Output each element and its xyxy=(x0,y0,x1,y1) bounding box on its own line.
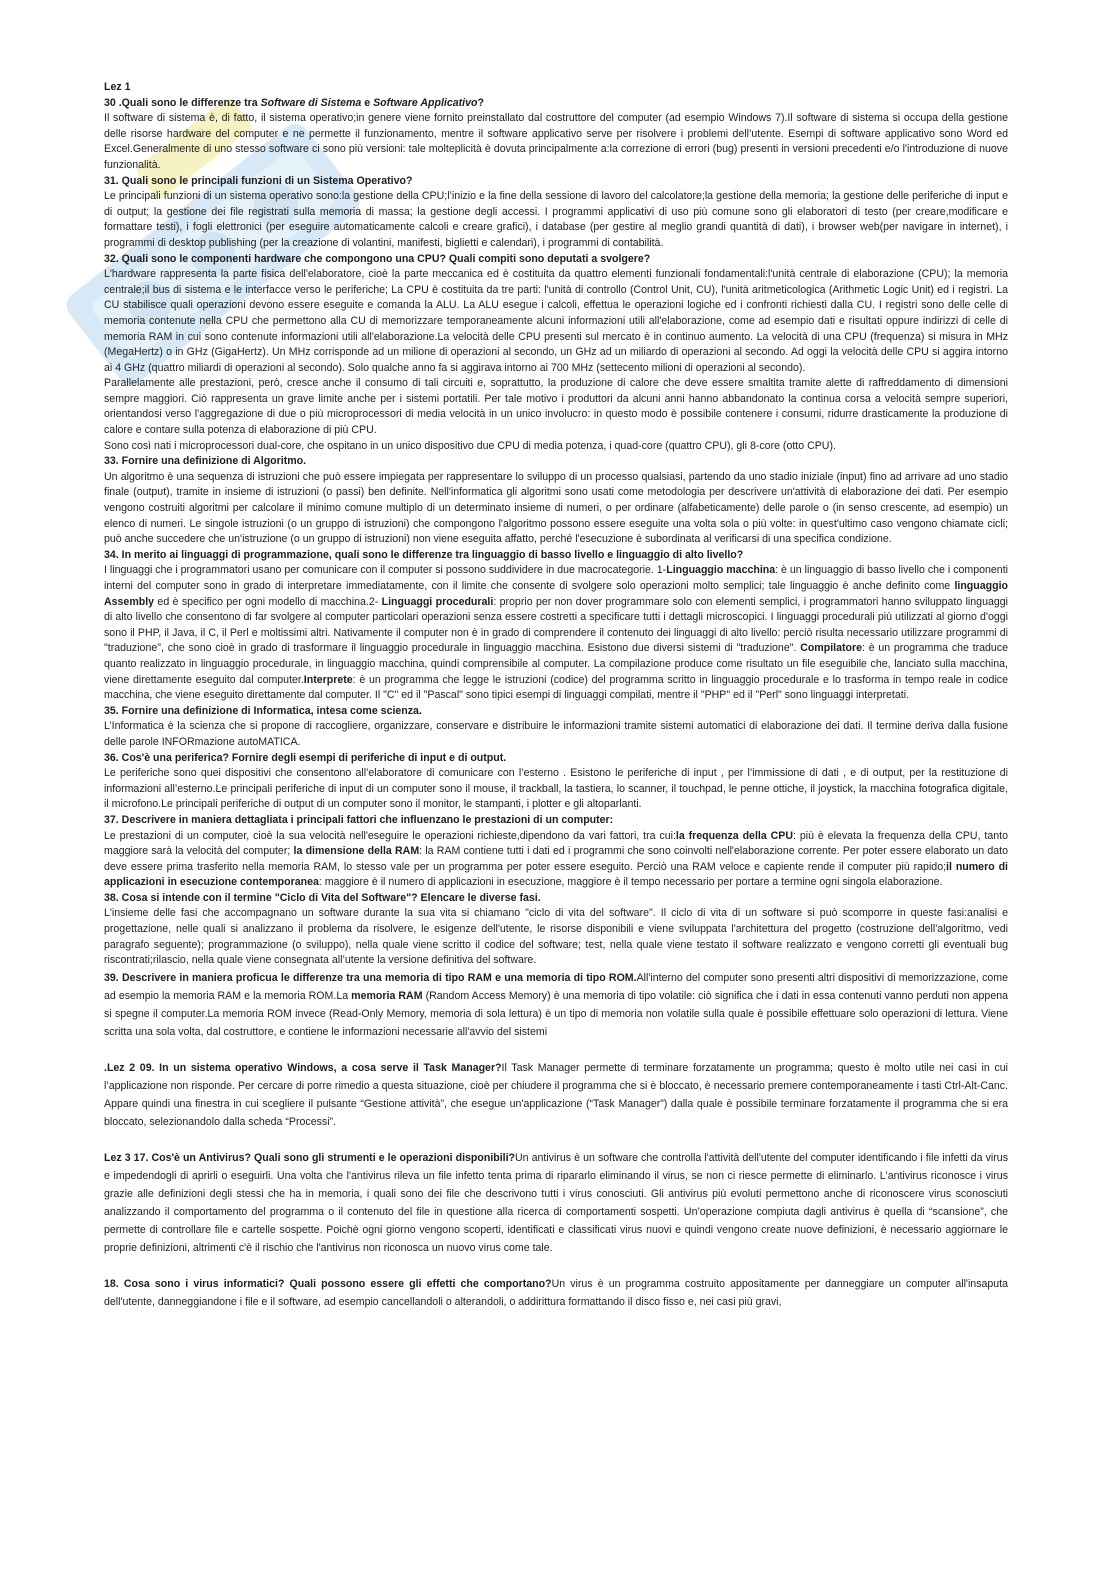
question-32-title: 32. Quali sono le componenti hardware che compongono una CPU? Quali compiti sono deputati a svolgere? xyxy=(104,252,651,265)
question-37-title: 37. Descrivere in maniera dettagliata i principali fattori che influenzano le prestazioni di un computer: xyxy=(104,813,614,826)
question-39-title: 39. Descrivere in maniera proficua le differenze tra una memoria di tipo RAM e una memoria di tipo ROM. xyxy=(104,971,637,984)
answer-35: L’Informatica è la scienza che si propone di raccogliere, organizzare, conservare e distribuire le informazioni tramite sistemi automatici di elaborazione dei dati. Il termine deriva dalla fusione delle parole INFORmazione autoMATICA. xyxy=(104,720,1008,748)
answer-32-part1: L'hardware rappresenta la parte fisica dell'elaboratore, cioè la parte meccanica ed è costituita da quattro elementi funzionali fondamentali:l'unità centrale di elaborazione (CPU); la memoria centrale;il bus di sistema e le interfacce verso le periferiche; La CPU è costituita da tre parti: l'unità di controllo (Control Unit, CU), l'unità aritmeticologica (Arithmetic Logic Unit) ed i registri. La CU stabilisce quali operazioni devono essere eseguite e comanda la ALU. La ALU esegue i calcoli, effettua le operazioni logiche ed i confronti richiesti dalla CU. I registri sono delle celle di memoria contenute nella CPU che permettono alla CU di memorizzare temporaneamente alcuni informazioni utili all'elaborazione, come ad esempio dati e risultati oppure indirizzi di celle di memoria RAM in cui sono contenute informazioni utili all'elaborazione.La velocità delle CPU presenti sul mercato è in continuo aumento. La velocità di una CPU (frequenza) si misura in MHz (MegaHertz) o in GHz (GigaHertz). Un MHz corrisponde ad un milione di operazioni al secondo, un GHz ad un miliardo di operazioni al secondo. Ad oggi la velocità delle CPU si aggira intorno ai 4 GHz (quattro miliardi di operazioni al secondo). Solo qualche anno fa si aggirava intorno ai 700 MHz (settecento milioni di operazioni al secondo). xyxy=(104,268,1008,374)
lesson-3-q17-title: Lez 3 17. Cos'è un Antivirus? Quali sono gli strumenti e le operazioni disponibili? xyxy=(104,1151,516,1164)
lesson-3-q17-answer: Un antivirus è un software che controlla l'attività dell'utente del computer identificando i file infetti da virus e impedendogli di aprirli o eseguirli. Una volta che l'antivirus rileva un file infetto tenta prima di ripararlo eliminando il virus, se non ci riesce permette di eliminarlo. L'antivirus riconosce i virus grazie alle definizioni degli stessi che ha in memoria, i quali sono dei file che descrivono tutti i virus conosciuti. Gli antivirus più evoluti permettono anche di riconoscere virus sconosciuti analizzando il comportamento del programma o il contenuto del file in questione alla ricerca di comportamenti sospetti. Un’operazione compiuta dagli antivirus è quella di “scansione”, che permette di controllare file e cartelle sospette. Poichè ogni giorno vengono scoperti, identificati e classificati virus nuovi e quindi vengono create nuove definizioni, è necessario aggiornare le proprie definizioni, altrimenti c'è il rischio che l'antivirus non riconosca un nuovo virus come tale. xyxy=(104,1151,1008,1254)
question-31-title: 31. Quali sono le principali funzioni di un Sistema Operativo? xyxy=(104,174,413,187)
answer-32-part3: Sono così nati i microprocessori dual-core, che ospitano in un unico dispositivo due CPU di media potenza, i quad-core (quattro CPU), gli 8-core (otto CPU). xyxy=(104,439,836,452)
lesson-3-q17-block xyxy=(104,1149,1008,1257)
question-35-title: 35. Fornire una definizione di Informatica, intesa come scienza. xyxy=(104,704,422,717)
answer-37: Le prestazioni di un computer, cioè la sua velocità nell'eseguire le operazioni richieste,dipendono da vari fattori, tra cui:la frequenza della CPU: più è elevata la frequenza della CPU, tanto maggiore sarà la velocità del computer; la dimensione della RAM: la RAM contiene tutti i dati ed i programmi che sono coinvolti nell'elaborazione corrente. Per poter essere elaborato un dato deve essere prima trasferito nella memoria RAM, lo stesso vale per un programma per poter essere eseguito. Perciò una RAM veloce e capiente rende il computer più rapido;il numero di applicazioni in esecuzione contemporanea: maggiore è il numero di applicazioni in esecuzione, maggiore è il tempo necessario per portare a termine ogni singola elaborazione. xyxy=(104,829,1008,889)
lesson-3-q18-answer: Un virus è un programma costruito appositamente per danneggiare un computer all'insaputa dell'utente, danneggiandone i file e il software, ad esempio cancellandoli o alterandoli, o addirittura formattando il disco fisso e, nei casi più gravi, xyxy=(104,1277,1009,1308)
answer-36: Le periferiche sono quei dispositivi che consentono all’elaboratore di comunicare con l’esterno . Esistono le periferiche di input , per l’immissione di dati , e di output, per la restituzione di informazioni all’esterno.Le principali periferiche di input di un computer sono il mouse, il trackball, la tastiera, lo scanner, il touchpad, le penne ottiche, il joystick, la macchina fotografica digitale, il microfono.Le principali periferiche di output di un computer sono il monitor, le stampanti, i plotter e gli altoparlanti. xyxy=(104,767,1008,811)
answer-33: Un algoritmo è una sequenza di istruzioni che può essere impiegata per rappresentare lo sviluppo di un processo qualsiasi, partendo da uno stadio iniziale (input) fino ad arrivare ad uno stadio finale (output), tramite in insieme di istruzioni (o passi) ben definite. Nell'informatica gli algoritmi sono usati come metodologia per descrivere un'attività di elaborazione dei dati. Per esempio vengono costruiti algoritmi per calcolare il minimo comune multiplo di un determinato insieme di numeri, o per ordinare (alfabeticamente) delle parole o (in senso crescente, ad esempio) un elenco di numeri. Le singole istruzioni (o un gruppo di istruzioni) che compongono l'algoritmo possono essere eseguite una volta sola o più volte: in quest'ultimo caso vengono chiamate cicli; può anche succedere che un'istruzione (o un gruppo di istruzioni) non viene eseguita affatto, perché l'esecuzione è subordinata al verificarsi di una specifica condizione. xyxy=(104,470,1008,546)
lesson-3-q18-block xyxy=(104,1275,1008,1311)
answer-39: 39. Descrivere in maniera proficua le differenze tra una memoria di tipo RAM e una memoria di tipo ROM.All'interno del computer sono presenti altri dispositivi di memorizzazione, come ad esempio la memoria RAM e la memoria ROM.La memoria RAM (Random Access Memory) è una memoria di tipo volatile: ciò significa che i dati in essa contenuti vanno perduti non appena si spegne il computer.La memoria ROM invece (Read-Only Memory, memoria di sola lettura) è un tipo di memoria non volatile sulla quale è possibile effettuare solo operazioni di lettura. Viene scritta una sola volta, dal costruttore, e contiene le informazioni necessarie all'avvio del sistemi xyxy=(104,971,1009,1038)
lesson-heading: Lez 1 xyxy=(104,81,131,93)
answer-34: I linguaggi che i programmatori usano per comunicare con il computer si possono suddividere in due macrocategorie. 1-Linguaggio macchina: è un linguaggio di basso livello che i componenti interni del computer sono in grado di interpretare immediatamente, con il limite che consente di svolgere solo operazioni molto semplici; tale linguaggio è anche definito come linguaggio Assembly ed è specifico per ogni modello di macchina.2- Linguaggi procedurali: proprio per non dover programmare solo con elementi semplici, i programmatori hanno sviluppato linguaggi di alto livello che consentono di far svolgere al computer particolari operazioni senza essere costretti a specificare tutti i dettagli microscopici. I linguaggi procedurali più utilizzati al giorno d'oggi sono il PHP, il Java, il C, il Perl e moltissimi altri. Nativamente il computer non è in grado di comprendere il contenuto dei linguaggi di alto livello: perciò risulta necessario utilizzare programmi di "traduzione", che sono cioè in grado di trasformare il linguaggio procedurale in linguaggio macchina. Esistono due diversi sistemi di "traduzione". Compilatore: è un programma che traduce quanto realizzato in linguaggio procedurale, in linguaggio macchina, quindi comprensibile al computer. La compilazione produce come risultato un file eseguibile che, lanciato sulla macchina, viene direttamente eseguito dal computer.Interprete: è un programma che legge le istruzioni (codice) del programma scritto in linguaggio procedurale e lo trasforma in tempo reale in codice macchina, che viene eseguito direttamente dal computer. Il "C" ed il "Pascal" sono tipici esempi di linguaggi compilati, mentre il "PHP" ed il "Perl" sono linguaggi interpretati. xyxy=(104,564,1008,702)
document-page xyxy=(104,80,1008,1311)
answer-38: L'insieme delle fasi che accompagnano un software durante la sua vita si chiamano "ciclo di vita del software". Il ciclo di vita di un software si può scomporre in queste fasi:analisi e progettazione, nelle quali si analizzano il problema da risolvere, le esigenze dell'utente, le risorse disponibili e viene sviluppata l'architettura del progetto (costruzione dell'algoritmo, vedi paragrafo seguente); programmazione (o sviluppo), nella quale viene scritto il codice del software; test, nella quale viene testato il software realizzato e vengono corretti gli eventuali bug riscontrati;rilascio, nella quale viene consegnata all’utente la versione definitiva del software. xyxy=(104,907,1008,967)
lesson-2-answer: Il Task Manager permette di terminare forzatamente un programma; questo è molto utile nei casi in cui l’applicazione non risponde. Per cercare di porre rimedio a questa situazione, cioè per chiudere il programma che si è bloccato, è necessario premere contemporaneamente i tasti Ctrl-Alt-Canc. Appare quindi una finestra in cui scegliere il pulsante “Gestione attività”, che esegue un'applicazione (“Task Manager”) dalla quale è possibile terminare forzatamente il programma che si era bloccato, selezionandolo dalla scheda “Processi”. xyxy=(104,1061,1008,1128)
answer-30: Il software di sistema è, di fatto, il sistema operativo;in genere viene fornito preinstallato dal costruttore del computer (ad esempio Windows 7).Il software di sistema si occupa della gestione delle risorse hardware del computer e ne permette il funzionamento, mentre il software applicativo serve per risolvere i problemi dell’utente. Esempi di software applicativo sono Word ed Excel.Generalmente di uno stesso software ci sono più versioni: tale molteplicità è dovuta principalmente a:la correzione di errori (bug) presenti in versioni precedenti e/o l'introduzione di nuove funzionalità. xyxy=(104,112,1008,171)
question-30-title: 30 .Quali sono le differenze tra Software di Sistema e Software Applicativo? xyxy=(104,96,484,109)
lesson-3-q18-title: 18. Cosa sono i virus informatici? Quali possono essere gli effetti che comportano? xyxy=(104,1277,552,1290)
question-34-title: 34. In merito ai linguaggi di programmazione, quali sono le differenze tra linguaggio di basso livello e linguaggio di alto livello? xyxy=(104,548,744,561)
question-33-title: 33. Fornire una definizione di Algoritmo. xyxy=(104,455,307,468)
question-36-title: 36. Cos'è una periferica? Fornire degli esempi di periferiche di input e di output. xyxy=(104,751,507,764)
answer-31: Le principali funzioni di un sistema operativo sono:la gestione della CPU;l’inizio e la fine della sessione di lavoro del calcolatore;la gestione della memoria; la gestione delle periferiche di input e di output; la gestione dei file registrati sulla memoria di massa; la gestione degli accessi. I programmi applicativi di uso più comune sono gli elaboratori di testo (per creare,modificare e formattare testi), i fogli elettronici (per eseguire automaticamente calcoli e creare grafici), i database (per gestire al meglio grandi quantità di dati), i browser web(per navigare in internet), i programmi di desktop publishing (per la creazione di volantini, manifesti, biglietti e calendari), i programmi di contabilità. xyxy=(104,190,1008,249)
lesson-2-block xyxy=(104,1059,1008,1131)
lesson-2-question-title: .Lez 2 09. In un sistema operativo Windows, a cosa serve il Task Manager? xyxy=(104,1061,502,1074)
answer-32-part2: Parallelamente alle prestazioni, però, cresce anche il consumo di tali circuiti e, soprattutto, la produzione di calore che deve essere smaltita tramite alette di raffreddamento di dimensioni sempre maggiori. Ciò rappresenta un grave limite anche per i sistemi portatili. Per tale motivo i produttori da alcuni anni hanno abbandonato la continua corsa a velocità sempre superiori, orientandosi verso l'aggregazione di due o più microprocessori di media velocità in un unico involucro: in questo modo è possibile contenere i consumi, ridurre drasticamente la produzione di calore e contare sulla potenza di elaborazione di più CPU. xyxy=(104,377,1008,437)
question-38-title: 38. Cosa si intende con il termine "Ciclo di Vita del Software"? Elencare le diverse fasi. xyxy=(104,891,541,904)
